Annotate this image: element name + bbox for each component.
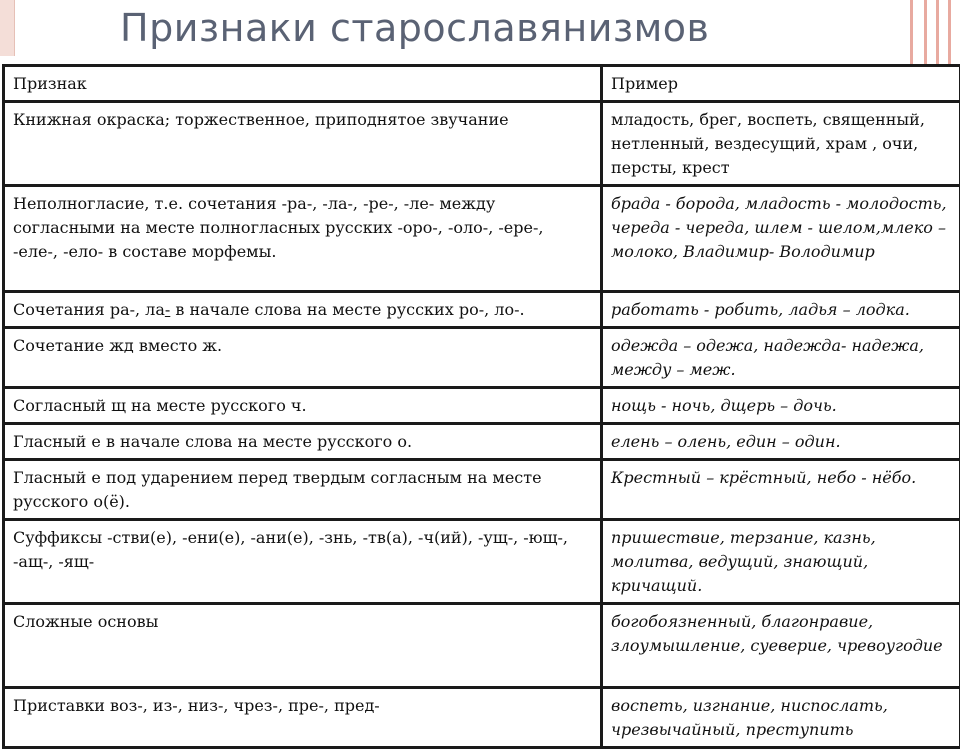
table-row <box>4 460 960 520</box>
table-row <box>4 102 960 186</box>
feature-cell: Гласный е под ударением перед твердым согласным на месте русского о(ё). <box>4 460 602 520</box>
feature-cell: Сочетания ра-, ла- в начале слова на месте русских ро-, ло-. <box>4 292 602 328</box>
table-row <box>4 520 960 604</box>
example-cell: пришествие, терзание, казнь, молитва, ведущий, знающий, кричащий. <box>602 520 960 604</box>
feature-cell: Неполногласие, т.е. сочетания -ра-, -ла-, -ре-, -ле- между согласными на месте полногласных русских -оро-, -оло-, -ере-, -еле-, -ело- в составе морфемы. <box>4 186 602 292</box>
example-cell: работать - робить, ладья – лодка. <box>602 292 960 328</box>
example-cell: брада - борода, младость - молодость, череда - череда, шлем - шелом,млеко – молоко, Владимир- Володимир <box>602 186 960 292</box>
feature-cell: Сложные основы <box>4 604 602 688</box>
header-feature: Признак <box>4 66 602 102</box>
feature-cell: Суффиксы -стви(е), -ени(е), -ани(е), -знь, -тв(а), -ч(ий), -ущ-, -ющ-, -ащ-, -ящ- <box>4 520 602 604</box>
example-cell: младость, брег, воспеть, священный, нетленный, вездесущий, храм , очи, персты, крест <box>602 102 960 186</box>
feature-cell: Гласный е в начале слова на месте русского о. <box>4 424 602 460</box>
example-cell: воспеть, изгнание, ниспослать, чрезвычайный, преступить <box>602 688 960 748</box>
example-cell: одежда – одежа, надежда- надежа, между – меж. <box>602 328 960 388</box>
example-cell: нощь - ночь, дщерь – дочь. <box>602 388 960 424</box>
feature-cell: Книжная окраска; торжественное, приподнятое звучание <box>4 102 602 186</box>
table-row <box>4 186 960 292</box>
table-row <box>4 292 960 328</box>
decorative-left-bar <box>0 0 15 56</box>
example-cell: богобоязненный, благонравие, злоумышление, суеверие, чревоугодие <box>602 604 960 688</box>
table-header-row <box>4 66 960 102</box>
table-row <box>4 388 960 424</box>
table-row <box>4 688 960 748</box>
feature-cell: Приставки воз-, из-, низ-, чрез-, пре-, пред- <box>4 688 602 748</box>
example-cell: Крестный – крёстный, небо - нёбо. <box>602 460 960 520</box>
features-table <box>2 64 960 749</box>
feature-cell: Сочетание жд вместо ж. <box>4 328 602 388</box>
feature-cell: Согласный щ на месте русского ч. <box>4 388 602 424</box>
slide-title: Признаки старославянизмов <box>120 6 709 50</box>
table-row <box>4 604 960 688</box>
header-example: Пример <box>602 66 960 102</box>
table-row <box>4 424 960 460</box>
table-row <box>4 328 960 388</box>
example-cell: елень – олень, един – один. <box>602 424 960 460</box>
decorative-stripes <box>910 0 960 64</box>
